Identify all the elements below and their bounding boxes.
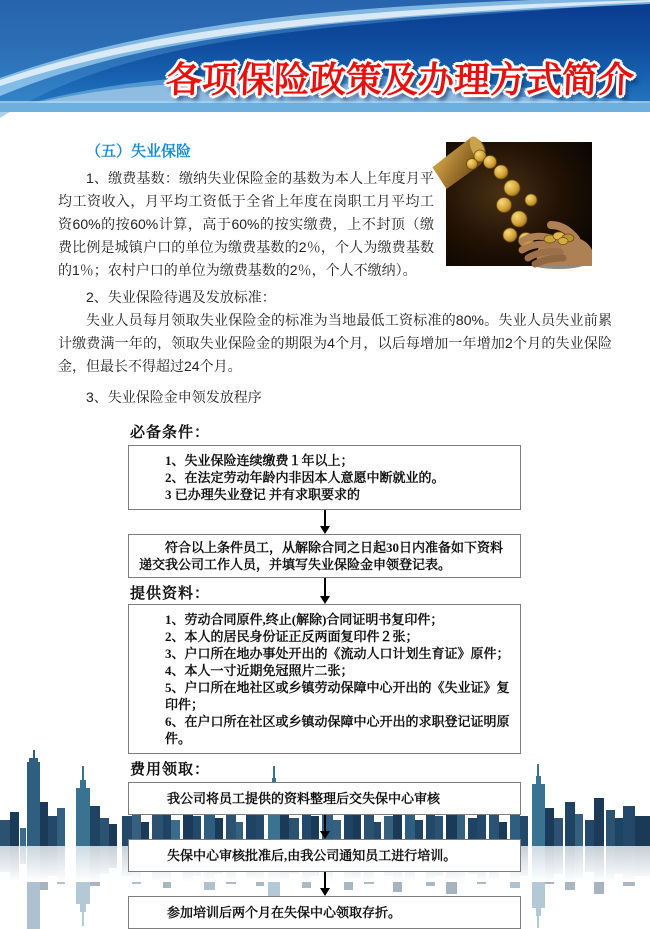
- paragraph-contribution-base: 1、缴费基数：缴纳失业保险金的基数为本人上年度月平均工资收入，月平均工资低于全省上年度在岗职工月平均工资60%的按60%计算，高于60%的按实缴费，上不封顶（缴费比例是城镇户口的单位为缴费基数的2％，个人为缴费基数的1％；农村户口的单位为缴费基数的2％，个人不缴纳）。: [58, 170, 434, 278]
- flow-box-review: 我公司将员工提供的资料整理后交失保中心审核: [128, 782, 521, 815]
- flow-box-line: 5、户口所在地社区或乡镇劳动保障中心开出的《失业证》复印件；: [165, 680, 510, 712]
- flow-label-fee: 费用领取：: [130, 762, 211, 778]
- flow-box-line: 1、失业保险连续缴费１年以上；: [165, 453, 354, 468]
- down-arrow-icon: [128, 815, 521, 839]
- paragraph-benefit-standard: 失业人员每月领取失业保险金的标准为当地最低工资标准的80%。失业人员失业前累计缴费满一年的，领取失业保险金的期限为4个月，以后每增加一年增加2个月的失业保险金，但最长不得超过24个月。: [58, 312, 612, 374]
- flow-label-conditions: 必备条件：: [130, 425, 211, 441]
- flow-box-materials: [128, 604, 521, 754]
- flow-box-line: 1、劳动合同原件,终止(解除)合同证明书复印件；: [165, 612, 444, 627]
- heading-benefit-standard: 2、失业保险待遇及发放标准：: [86, 289, 276, 305]
- flow-box-line: 2、本人的居民身份证正反两面复印件２张；: [165, 629, 419, 644]
- flow-box-line: 4、本人一寸近期免冠照片二张；: [165, 663, 354, 678]
- flow-label-row-materials: [128, 578, 521, 604]
- coins-into-hand-graphic: [446, 142, 592, 266]
- flow-box-line: 符合以上条件员工，从解除合同之日起30日内准备如下资料递交我公司工作人员，并填写失业保险金申领登记表。: [139, 540, 504, 572]
- page-header: [0, 0, 650, 112]
- down-arrow-icon: [128, 510, 521, 534]
- flow-label-materials: 提供资料：: [130, 586, 211, 602]
- page-title: 各项保险政策及办理方式简介: [165, 59, 635, 100]
- flow-box-line: 3、户口所在地办事处开出的《流动人口计划生育证》原件；: [165, 646, 510, 661]
- application-flowchart: [128, 417, 521, 929]
- flow-box-line: 2、在法定劳动年龄内非因本人意愿中断就业的。: [165, 470, 445, 485]
- heading-application-procedure: 3、失业保险金申领发放程序: [86, 389, 262, 405]
- flow-box-conditions: [128, 445, 521, 510]
- flow-box-training-notice: 失保中心审核批准后,由我公司通知员工进行培训。: [128, 839, 521, 872]
- flow-box-line: 6、在户口所在社区或乡镇动保障中心开出的求职登记证明原件。: [165, 714, 510, 746]
- coins-into-hand-image: [446, 142, 592, 266]
- section-title: （五）失业保险: [86, 143, 192, 160]
- content-area: [0, 112, 650, 929]
- flow-box-submit-materials: [128, 534, 521, 578]
- down-arrow-icon: [320, 578, 330, 604]
- flow-box-collect-passbook: 参加培训后两个月在失保中心领取存折。: [128, 896, 521, 929]
- down-arrow-icon: [128, 872, 521, 896]
- flow-box-line: 3 已办理失业登记 并有求职要求的: [165, 487, 361, 502]
